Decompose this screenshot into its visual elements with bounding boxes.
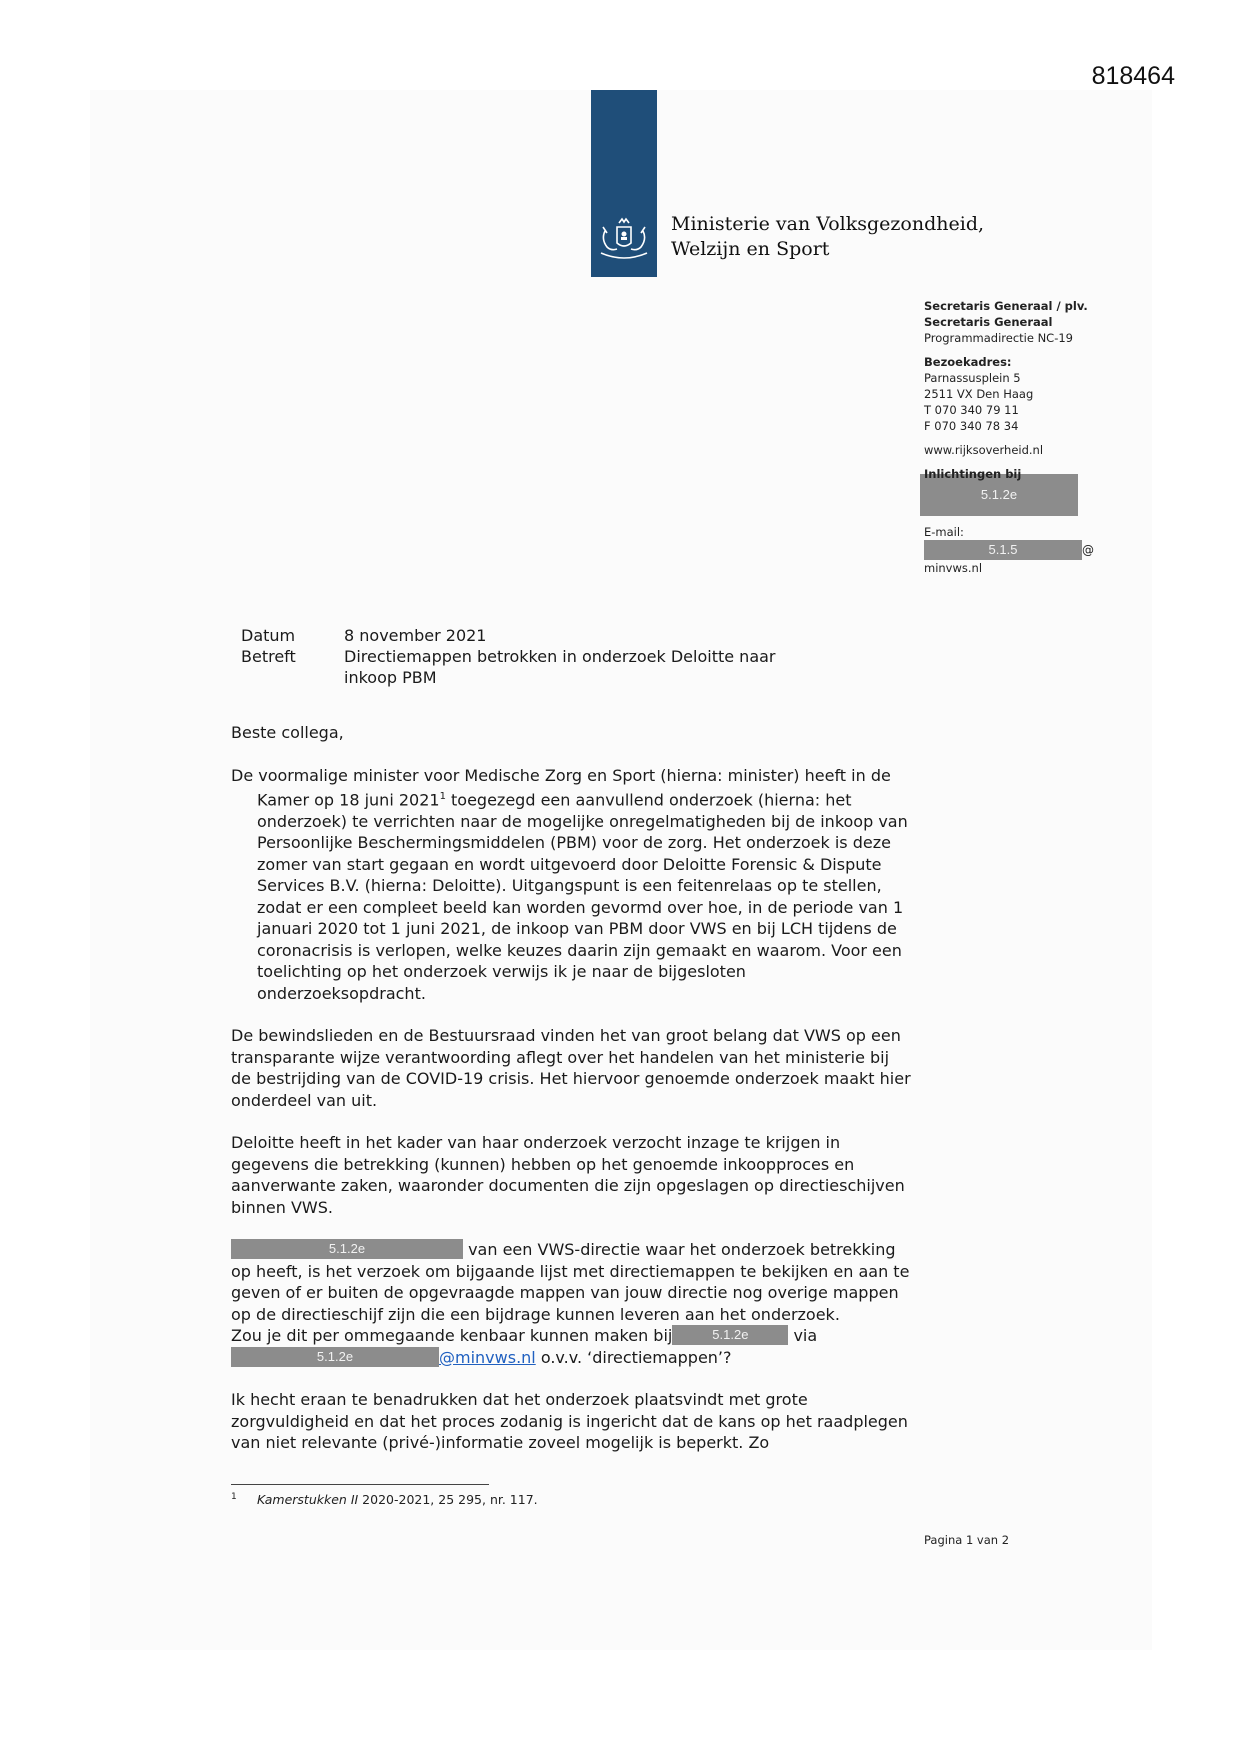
paragraph-3: Deloitte heeft in het kader van haar onderzoek verzocht inzage te krijgen in gegevens die betrekking (kunnen) hebben op het genoemde inkoopproces en aanverwante zaken, waaronder documenten die zijn opgeslagen op directieschijven binnen VWS.: [231, 1133, 905, 1217]
letter-body: [231, 722, 911, 1475]
subject-value: Directiemappen betrokken in onderzoek Deloitte naar inkoop PBM: [344, 647, 776, 687]
paragraph-4-text-a: van een VWS-directie waar het onderzoek betrekking op heeft, is het verzoek om bijgaande lijst met directiemappen te bekijken en aan te geven of er buiten de opgevraagde mappen van jouw directie nog overige mappen op de directieschijf zijn die een bijdrage kunnen leveren aan het onderzoek.: [231, 1240, 910, 1324]
footnote-number: 1: [231, 1492, 237, 1502]
footnote-text: 2020-2021, 25 295, nr. 117.: [358, 1492, 538, 1507]
dept-line-2: Secretaris Generaal: [924, 315, 1053, 329]
fax-number: F 070 340 78 34: [924, 419, 1019, 433]
paragraph-4-text-b: Zou je dit per ommegaande kenbaar kunnen maken bij: [231, 1326, 673, 1346]
redacted-email: 5.1.5: [924, 540, 1082, 560]
paragraph-5: Ik hecht eraan te benadrukken dat het onderzoek plaatsvindt met grote zorgvuldigheid en dat het proces zodanig is ingericht dat de kans op het raadplegen van niet relevante (privé-)informatie zoveel mogelijk is beperkt. Zo: [231, 1390, 908, 1453]
visit-label: Bezoekadres:: [924, 355, 1012, 369]
ministry-line-2: Welzijn en Sport: [671, 238, 830, 260]
address-line-2: 2511 VX Den Haag: [924, 387, 1034, 401]
paragraph-1-text-b: toegezegd een aanvullend onderzoek (hierna: het onderzoek) te verrichten naar de mogelijke onregelmatigheden bij de inkoop van Persoonlijke Beschermingsmiddelen (PBM) voor de zorg. Het onderzoek is deze zomer van start gegaan en wordt uitgevoerd door Deloitte Forensic & Dispute Services B.V. (hierna: Deloitte). Uitgangspunt is een feitenrelaas op te stellen, zodat er een compleet beeld kan worden gevormd over hoe, in de periode van 1 januari 2020 tot 1 juni 2021, de inkoop van PBM door VWS en bij LCH tijdens de coronacrisis is verlopen, welke keuzes daarin zijn gemaakt en waarom. Voor een toelichting op het onderzoek verwijs ik je naar de bijgesloten onderzoeksopdracht.: [257, 790, 908, 1003]
subject-label: Betreft: [241, 647, 296, 666]
redacted-contact: 5.1.2e: [672, 1325, 788, 1345]
logo-bar: [591, 90, 657, 277]
sender-column: [924, 298, 1124, 576]
email-label: E-mail:: [924, 525, 964, 539]
paragraph-2: De bewindslieden en de Bestuursraad vinden het van groot belang dat VWS op een transparante wijze verantwoording aflegt over het handelen van het ministerie bij de bestrijding van de COVID-19 crisis. Het hiervoor genoemde onderzoek maakt hier onderdeel van uit.: [231, 1026, 911, 1110]
address-line-1: Parnassusplein 5: [924, 371, 1021, 385]
dept-line-1: Secretaris Generaal / plv.: [924, 299, 1088, 313]
document-number: 818464: [1091, 62, 1175, 90]
redacted-role: 5.1.2e: [231, 1239, 463, 1259]
footnote-ref[interactable]: 1: [439, 791, 446, 802]
phone-number: T 070 340 79 11: [924, 403, 1019, 417]
email-domain: minvws.nl: [924, 561, 983, 575]
date-label: Datum: [241, 626, 296, 645]
website: www.rijksoverheid.nl: [924, 443, 1044, 457]
paragraph-4-text-d: o.v.v. ‘directiemappen’?: [535, 1347, 732, 1367]
email-link[interactable]: @minvws.nl: [439, 1347, 536, 1367]
footnote: [231, 1492, 538, 1507]
dept-line-3: Programmadirectie NC-19: [924, 331, 1073, 345]
email-at-sign: @: [1082, 543, 1094, 557]
date-value: 8 november 2021: [344, 626, 487, 645]
paragraph-4-text-c: via: [788, 1326, 818, 1346]
coat-of-arms-icon: [595, 213, 653, 263]
paragraph-4: [231, 1239, 911, 1368]
ministry-name: [671, 212, 984, 262]
paragraph-1-text-a: De voormalige minister voor Medische Zorg en Sport (hierna: minister) heeft in de Kamer op 18 juni 2021: [231, 765, 891, 810]
redacted-contact-name: 5.1.2e: [920, 474, 1078, 516]
paragraph-1: [231, 765, 911, 1005]
salutation: Beste collega,: [231, 723, 344, 742]
info-label: Inlichtingen bij: [924, 467, 1022, 481]
redacted-mailbox: 5.1.2e: [231, 1347, 439, 1367]
ministry-line-1: Ministerie van Volksgezondheid,: [671, 213, 985, 235]
page-number: Pagina 1 van 2: [924, 1533, 1010, 1547]
letter-meta: [241, 625, 814, 688]
footnote-italic: Kamerstukken II: [257, 1492, 359, 1507]
footnote-divider: [231, 1484, 489, 1485]
